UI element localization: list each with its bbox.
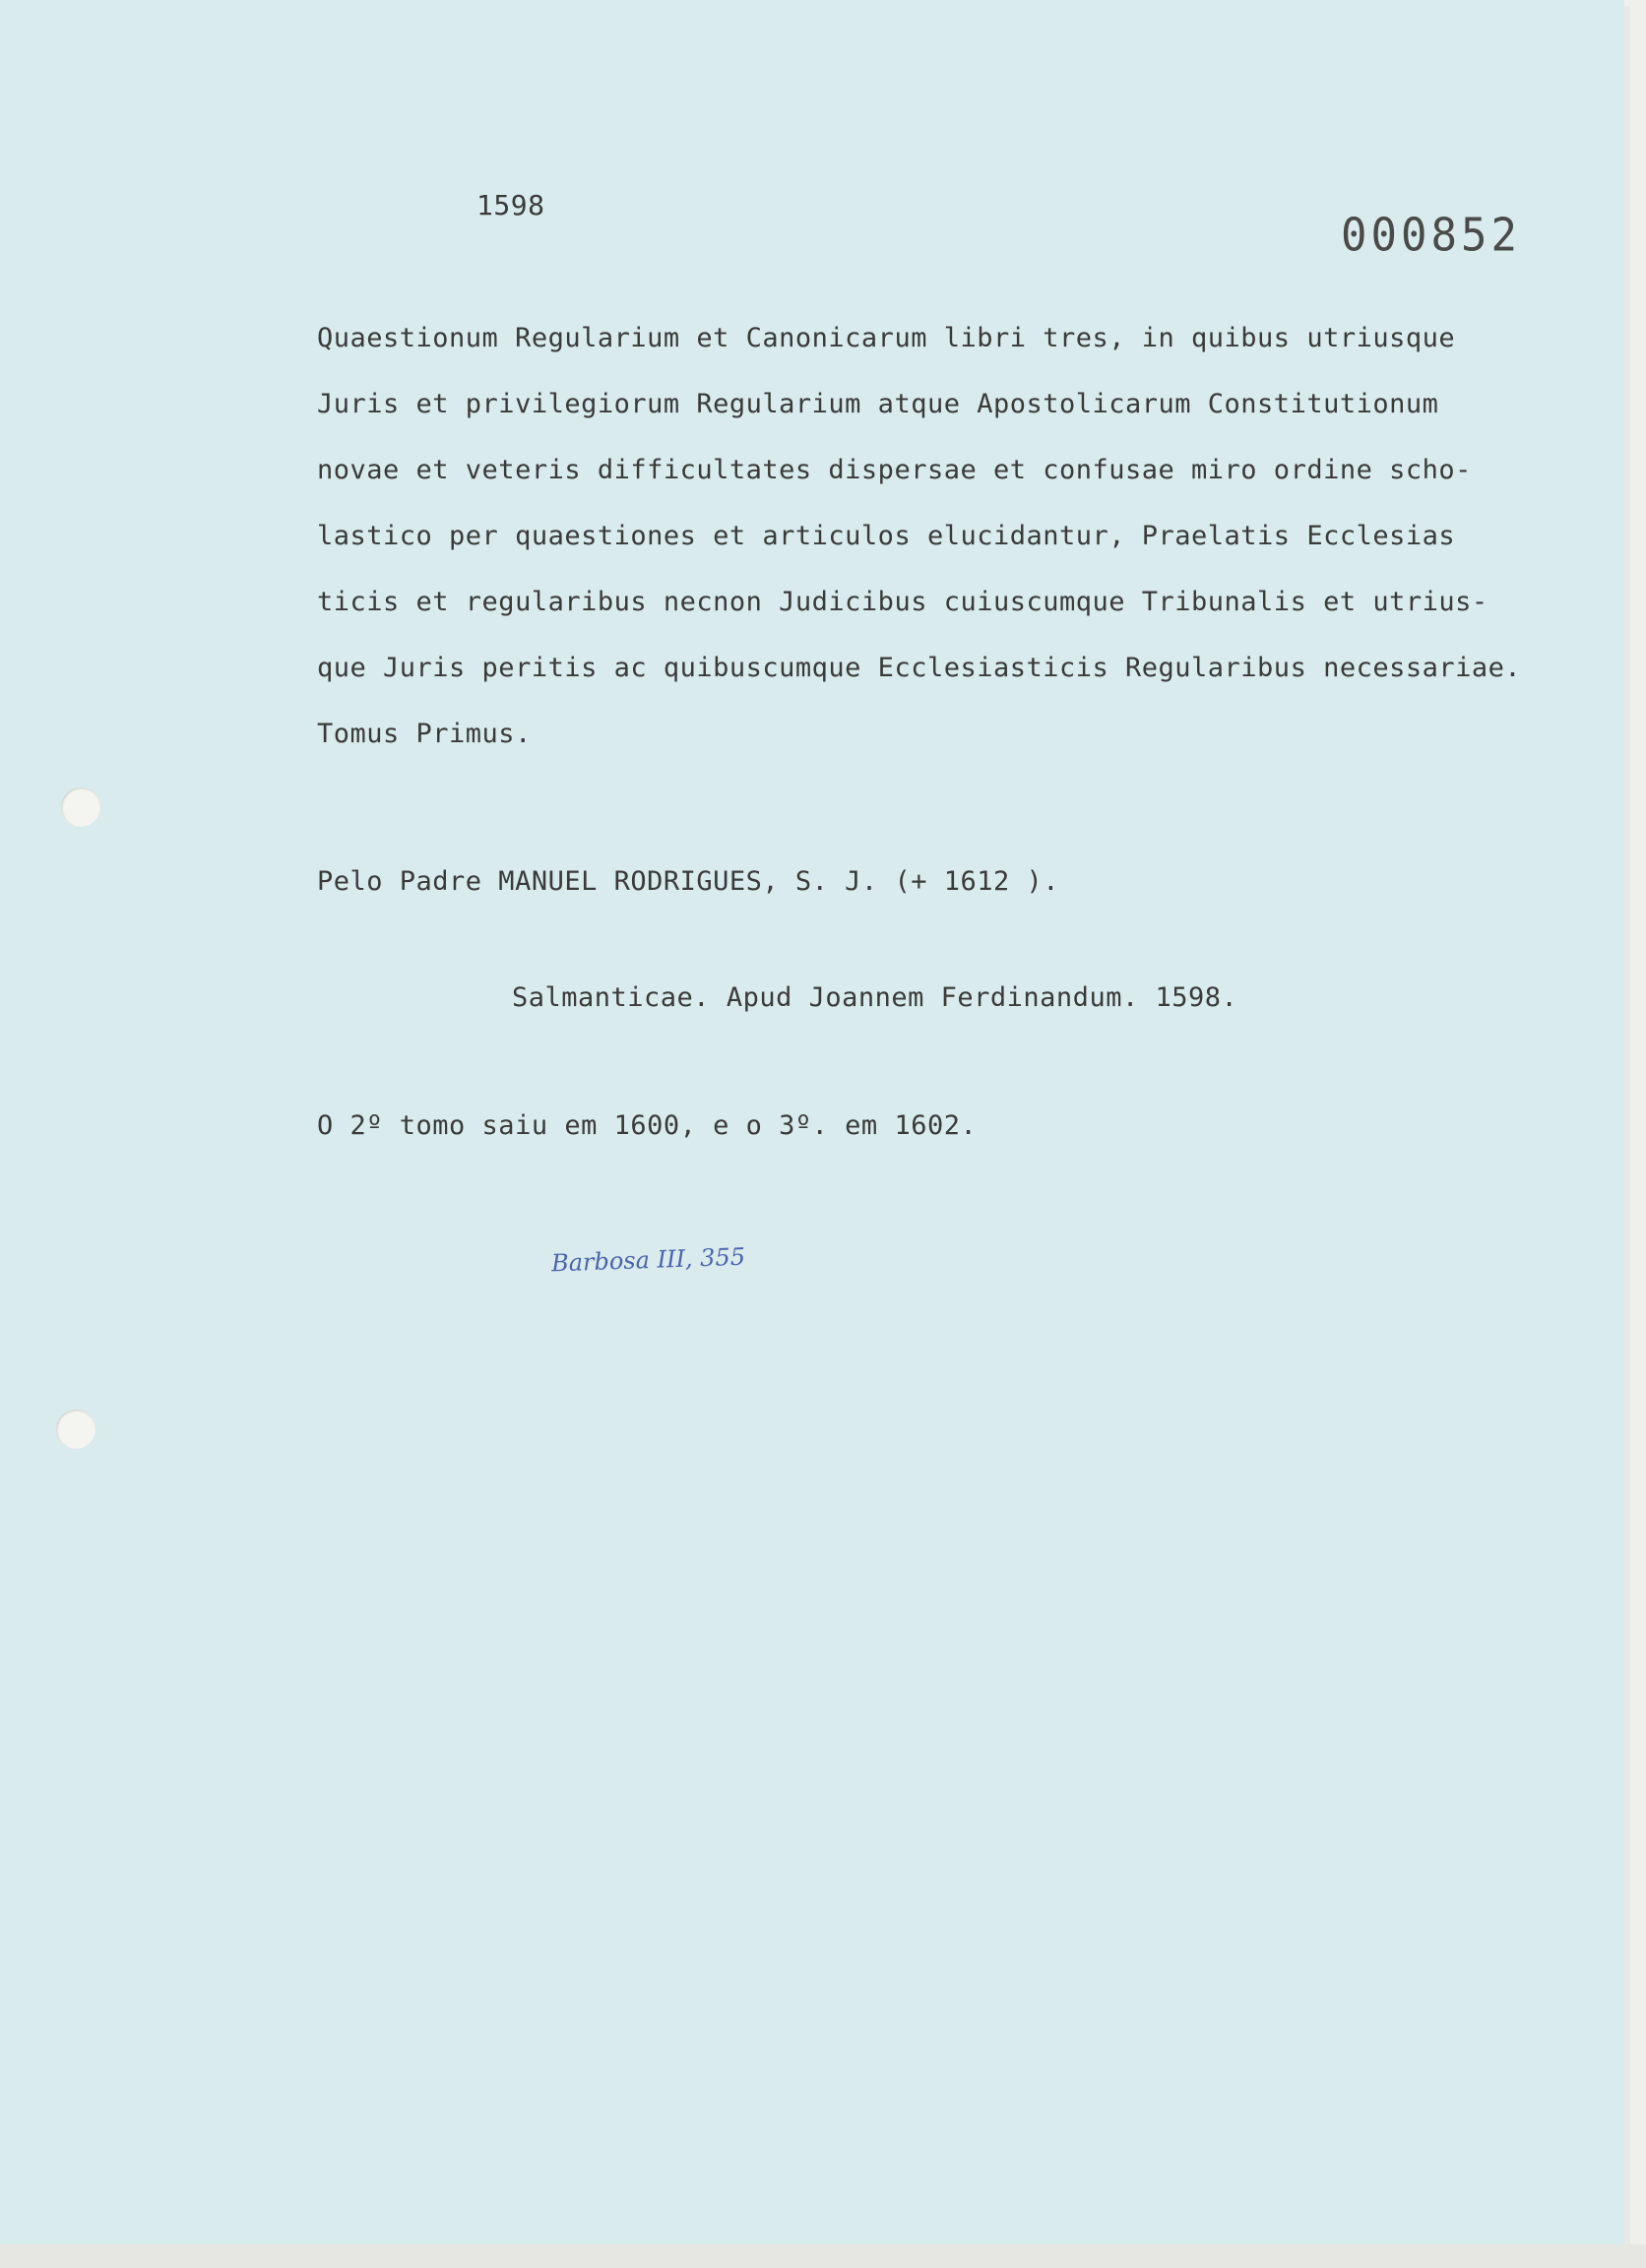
- punch-hole-bottom: [56, 1410, 95, 1449]
- header-year: 1598: [476, 189, 545, 221]
- title-line: lastico per quaestiones et articulos elucidantur, Praelatis Ecclesias: [317, 521, 1456, 551]
- handwritten-reference: Barbosa III, 355: [550, 1242, 746, 1278]
- title-line: ticis et regularibus necnon Judicibus cuiuscumque Tribunalis et utrius-: [317, 587, 1488, 617]
- title-line: Juris et privilegiorum Regularium atque Apostolicarum Constitutionum: [317, 389, 1439, 419]
- record-number-stamp: 000852: [1341, 209, 1521, 263]
- punch-hole-top: [61, 788, 100, 827]
- title-line: Tomus Primus.: [317, 719, 532, 749]
- volumes-note: O 2º tomo saiu em 1600, e o 3º. em 1602.: [317, 1110, 978, 1141]
- author-line: Pelo Padre MANUEL RODRIGUES, S. J. (+ 1612 ).: [317, 866, 1059, 897]
- title-line: que Juris peritis ac quibuscumque Ecclesiasticis Regularibus necessariae.: [317, 653, 1522, 683]
- imprint-line: Salmanticae. Apud Joannem Ferdinandum. 1598.: [512, 982, 1238, 1013]
- title-line: novae et veteris difficultates dispersae et confusae miro ordine scho-: [317, 455, 1472, 485]
- scan-background-edge: [0, 2244, 1646, 2268]
- title-line: Quaestionum Regularium et Canonicarum libri tres, in quibus utriusque: [317, 323, 1456, 353]
